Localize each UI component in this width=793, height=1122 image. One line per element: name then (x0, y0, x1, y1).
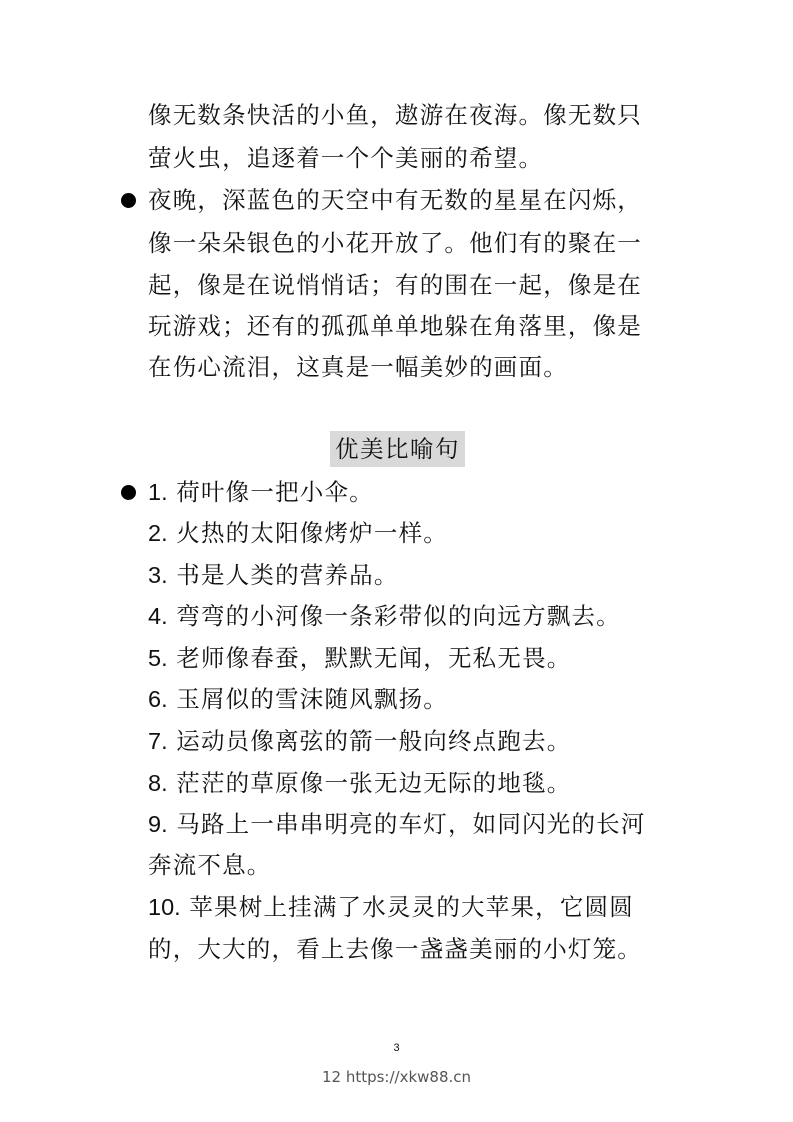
paragraph-line: 萤火虫，追逐着一个个美丽的希望。 (148, 144, 544, 172)
page-number: 3 (393, 1042, 400, 1054)
section-title: 优美比喻句 (330, 431, 465, 467)
item-text: 运动员像离弦的箭一般向终点跑去。 (176, 727, 572, 755)
item-text: 火热的太阳像烤炉一样。 (176, 519, 448, 547)
item-text: 玉屑似的雪沫随风飘扬。 (176, 685, 448, 713)
paragraph-line: 像一朵朵银色的小花开放了。他们有的聚在一 (148, 229, 642, 257)
list-item (148, 518, 448, 548)
list-item-continuation: 的，大大的，看上去像一盏盏美丽的小灯笼。 (148, 935, 642, 963)
list-item (148, 643, 571, 673)
item-number: 7. (148, 728, 168, 754)
paragraph-line: 玩游戏；还有的孤孤单单地躲在角落里，像是 (148, 312, 642, 340)
item-text: 荷叶像一把小伞。 (176, 478, 374, 506)
list-item-continuation: 奔流不息。 (148, 851, 272, 879)
item-text: 茫茫的草原像一张无边无际的地毯。 (176, 769, 572, 797)
paragraph-line: 像无数条快活的小鱼，遨游在夜海。像无数只 (148, 101, 642, 129)
item-number: 8. (148, 770, 168, 796)
item-number: 9. (148, 811, 168, 837)
watermark-link: 12 https://xkw88.cn (321, 1068, 472, 1086)
item-number: 10. (148, 894, 181, 920)
list-item (148, 684, 448, 714)
list-item (148, 726, 571, 756)
list-item (148, 892, 634, 922)
paragraph-line: 夜晚，深蓝色的天空中有无数的星星在闪烁， (148, 186, 642, 214)
item-number: 5. (148, 645, 168, 671)
list-item (148, 477, 374, 507)
item-text: 书是人类的营养品。 (176, 561, 399, 589)
item-text: 弯弯的小河像一条彩带似的向远方飘去。 (176, 602, 621, 630)
item-text: 苹果树上挂满了水灵灵的大苹果，它圆圆 (189, 893, 634, 921)
item-text: 老师像春蚕，默默无闻，无私无畏。 (176, 644, 572, 672)
item-number: 1. (148, 479, 168, 505)
item-number: 6. (148, 686, 168, 712)
list-item (148, 601, 621, 631)
list-item (148, 809, 646, 839)
item-text: 马路上一串串明亮的车灯，如同闪光的长河 (176, 810, 646, 838)
paragraph-line: 起，像是在说悄悄话；有的围在一起，像是在 (148, 271, 642, 299)
item-number: 3. (148, 562, 168, 588)
list-item (148, 768, 571, 798)
list-item (148, 560, 399, 590)
paragraph-line: 在伤心流泪，这真是一幅美妙的画面。 (148, 353, 568, 381)
item-number: 4. (148, 603, 168, 629)
bullet-icon (121, 485, 136, 500)
bullet-icon (121, 193, 136, 208)
item-number: 2. (148, 520, 168, 546)
